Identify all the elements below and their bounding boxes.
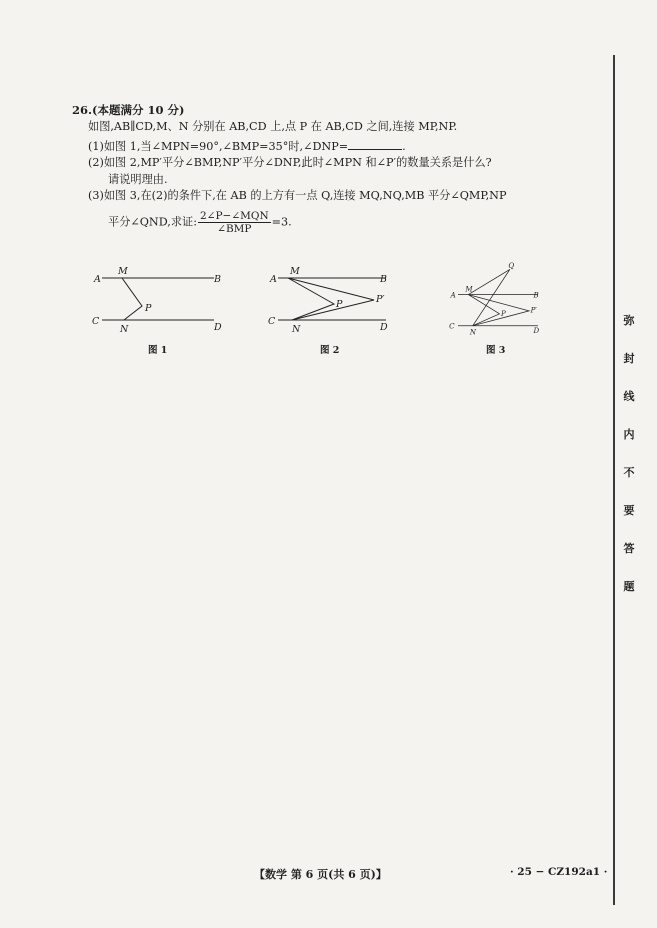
label-q: Q bbox=[508, 262, 515, 270]
label-p-prime: P′ bbox=[530, 305, 537, 315]
fraction-numerator: 2∠P−∠MQN bbox=[199, 210, 269, 222]
paper-code: · 25 − CZ192a1 · bbox=[510, 866, 608, 878]
seal-char: 题 bbox=[623, 580, 635, 593]
answer-blank[interactable] bbox=[348, 139, 402, 150]
label-p: P bbox=[145, 303, 152, 314]
part-1-text: (1)如图 1,当∠MPN=90°,∠BMP=35°时,∠DNP= bbox=[88, 140, 349, 153]
score-note: (本题满分 10 分) bbox=[92, 103, 185, 117]
question-number: 26. bbox=[72, 103, 93, 117]
part-1-end: . bbox=[402, 140, 406, 153]
question-intro: 如图,AB∥CD,M、N 分别在 AB,CD 上,点 P 在 AB,CD 之间,连接 MP,NP. bbox=[88, 120, 458, 133]
binding-line bbox=[613, 55, 615, 905]
part-3-line2 bbox=[108, 210, 292, 235]
part-1 bbox=[88, 138, 406, 154]
path-mpn bbox=[468, 295, 499, 326]
label-c: C bbox=[449, 321, 455, 331]
figure-2-caption: 图 2 bbox=[320, 345, 340, 356]
label-b: B bbox=[380, 274, 387, 285]
seal-char: 不 bbox=[623, 466, 635, 479]
part-3-text: 平分∠QND,求证: bbox=[108, 215, 197, 229]
label-d: D bbox=[214, 322, 222, 333]
proof-fraction bbox=[198, 210, 271, 235]
part-3-line1: (3)如图 3,在(2)的条件下,在 AB 的上方有一点 Q,连接 MQ,NQ,MB 平分∠QMP,NP bbox=[88, 189, 507, 202]
label-m: M bbox=[118, 266, 128, 277]
label-n: N bbox=[120, 324, 129, 335]
label-a: A bbox=[270, 274, 277, 285]
label-m: M bbox=[465, 284, 473, 294]
label-b: B bbox=[214, 274, 221, 285]
label-c: C bbox=[92, 316, 100, 327]
label-n: N bbox=[469, 327, 476, 337]
part-2-line2: 请说明理由. bbox=[108, 173, 168, 186]
label-a: A bbox=[94, 274, 101, 285]
label-a: A bbox=[450, 290, 456, 300]
seal-char: 线 bbox=[623, 390, 635, 403]
seal-char: 要 bbox=[623, 504, 635, 517]
seal-char: 封 bbox=[623, 352, 635, 365]
fraction-denominator: ∠BMP bbox=[217, 223, 252, 235]
seal-char: 答 bbox=[623, 542, 635, 555]
page-footer: 【数学 第 6 页(共 6 页)】 bbox=[254, 868, 387, 881]
path-mp2n bbox=[468, 295, 529, 326]
label-n: N bbox=[292, 324, 301, 335]
path-mpn bbox=[122, 278, 142, 320]
question-header bbox=[72, 102, 184, 118]
label-p: P bbox=[336, 299, 343, 310]
seal-char: 弥 bbox=[623, 314, 635, 327]
label-c: C bbox=[268, 316, 276, 327]
label-p: P bbox=[500, 309, 506, 319]
label-p-prime: P′ bbox=[376, 294, 385, 305]
part-2-line1: (2)如图 2,MP′平分∠BMP,NP′平分∠DNP,此时∠MPN 和∠P′的数量关系是什么? bbox=[88, 156, 492, 169]
fraction-rhs: =3. bbox=[271, 215, 292, 229]
label-d: D bbox=[380, 322, 388, 333]
label-b: B bbox=[533, 290, 539, 300]
path-mp2n bbox=[288, 278, 374, 320]
figure-3-caption: 图 3 bbox=[486, 345, 506, 356]
figure-1-caption: 图 1 bbox=[148, 345, 168, 356]
seal-char: 内 bbox=[623, 428, 635, 441]
label-d: D bbox=[533, 326, 540, 336]
seal-text bbox=[617, 312, 641, 616]
label-m: M bbox=[290, 266, 300, 277]
